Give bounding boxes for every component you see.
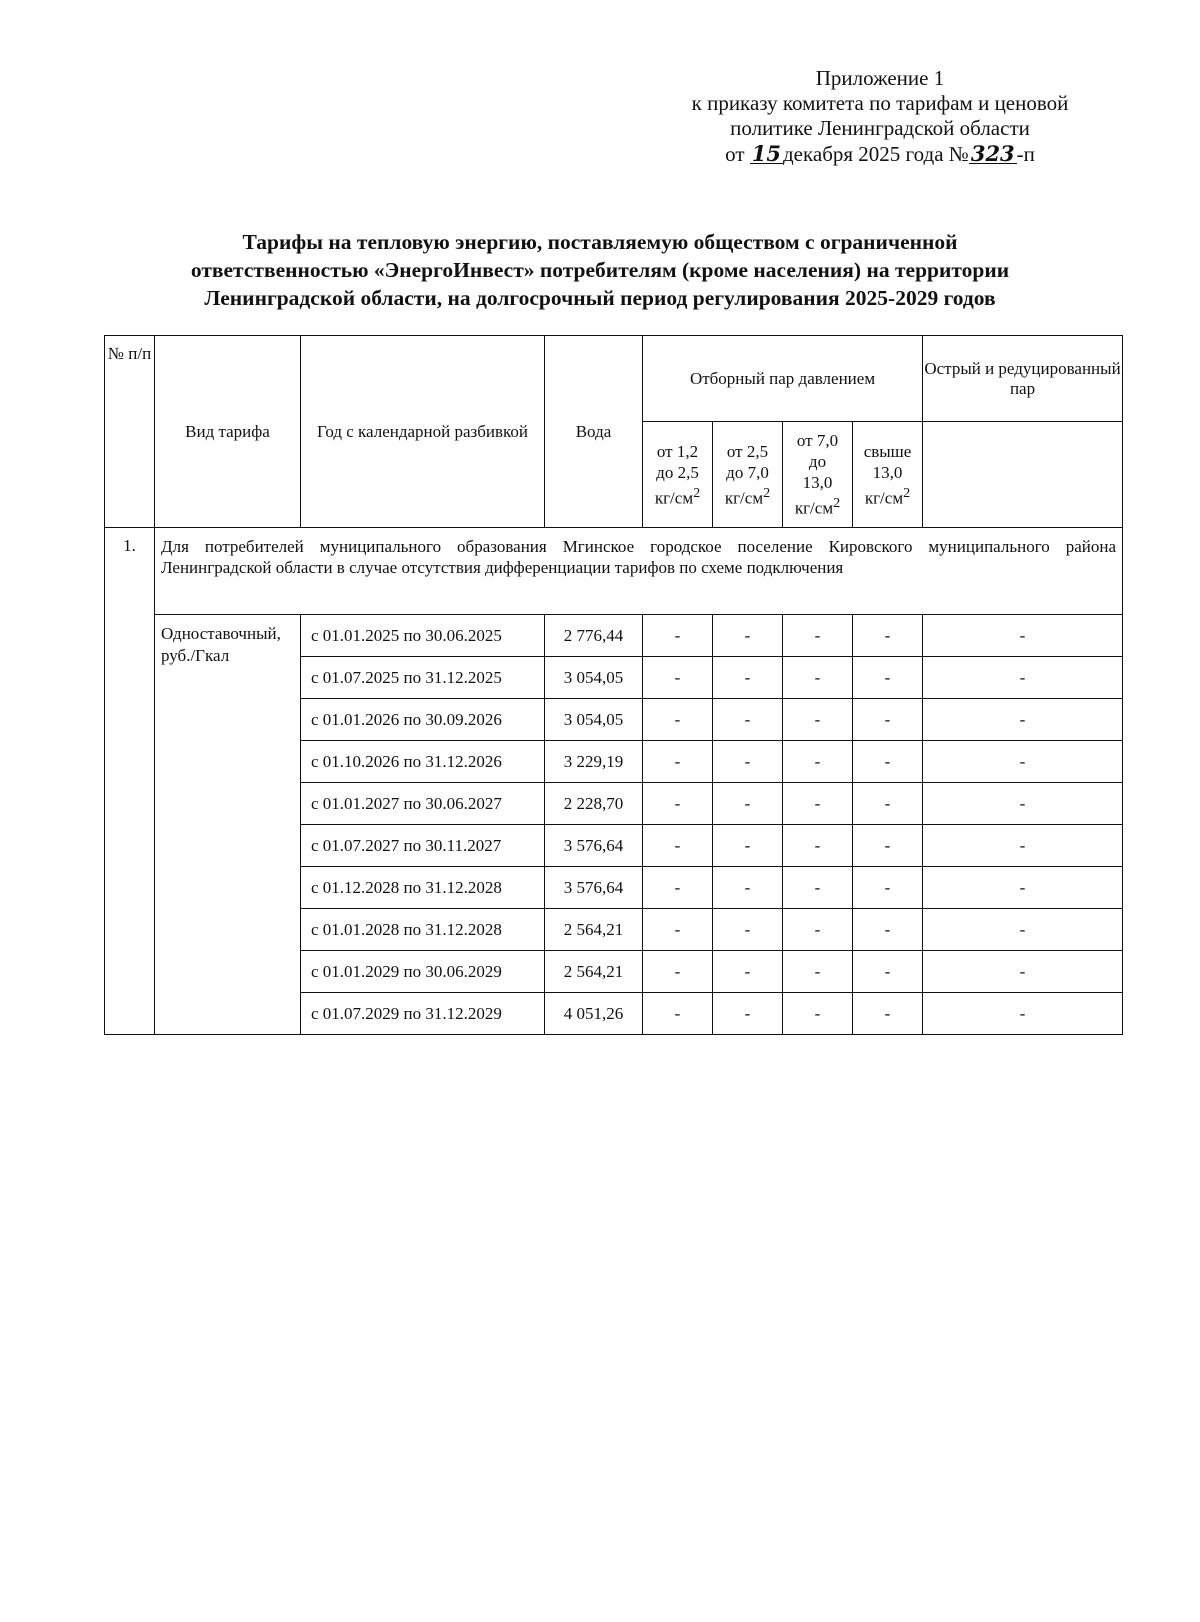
pressure-4-cell: - — [853, 825, 923, 867]
water-cell: 3 054,05 — [545, 699, 643, 741]
header-steam-group: Отборный пар давлением — [643, 336, 923, 422]
period-cell: с 01.07.2029 по 31.12.2029 — [301, 993, 545, 1035]
pressure-3-cell: - — [783, 783, 853, 825]
header-tariff-kind: Вид тарифа — [155, 336, 301, 528]
pressure-4-cell: - — [853, 909, 923, 951]
pressure-3-cell: - — [783, 909, 853, 951]
pressure-4-cell: - — [853, 657, 923, 699]
water-cell: 2 228,70 — [545, 783, 643, 825]
title-line-2: ответственностью «ЭнергоИнвест» потребителям (кроме населения) на территории — [190, 258, 1010, 282]
sharp-steam-cell: - — [923, 699, 1123, 741]
pressure-1-cell: - — [643, 951, 713, 993]
pressure-1-cell: - — [643, 699, 713, 741]
header-sharp-steam: Острый и редуцированный пар — [923, 336, 1123, 422]
period-cell: с 01.12.2028 по 31.12.2028 — [301, 867, 545, 909]
section-row — [105, 528, 1123, 615]
pressure-2-cell: - — [713, 993, 783, 1035]
sharp-steam-cell: - — [923, 657, 1123, 699]
water-cell: 3 576,64 — [545, 867, 643, 909]
section-number: 1. — [105, 528, 155, 1035]
appendix-line-2: к приказу комитета по тарифам и ценовой — [691, 91, 1069, 115]
pressure-1-cell: - — [643, 615, 713, 657]
pressure-1-cell: - — [643, 741, 713, 783]
period-cell: с 01.01.2026 по 30.09.2026 — [301, 699, 545, 741]
title-line-1: Тарифы на тепловую энергию, поставляемую обществом с ограниченной — [242, 230, 958, 254]
sharp-steam-cell: - — [923, 741, 1123, 783]
pressure-3-cell: - — [783, 699, 853, 741]
pressure-4-cell: - — [853, 993, 923, 1035]
sharp-steam-cell: - — [923, 615, 1123, 657]
header-pressure-1: от 1,2 до 2,5 $кг/см^2$ — [643, 422, 713, 528]
tariff-table — [104, 335, 1123, 1035]
handwritten-day: 15 — [751, 141, 781, 166]
date-prefix: от — [725, 142, 745, 166]
pressure-1-cell: - — [643, 909, 713, 951]
sharp-steam-cell: - — [923, 783, 1123, 825]
pressure-2-cell: - — [713, 783, 783, 825]
pressure-2-cell: - — [713, 615, 783, 657]
water-cell: 3 229,19 — [545, 741, 643, 783]
pressure-3-cell: - — [783, 741, 853, 783]
pressure-3-cell: - — [783, 951, 853, 993]
pressure-4-cell: - — [853, 741, 923, 783]
pressure-2-cell: - — [713, 699, 783, 741]
pressure-4-cell: - — [853, 615, 923, 657]
table-row — [105, 615, 1123, 657]
pressure-1-cell: - — [643, 825, 713, 867]
water-cell: 2 564,21 — [545, 909, 643, 951]
water-cell: 2 564,21 — [545, 951, 643, 993]
header-sharp-steam-empty — [923, 422, 1123, 528]
section-description: Для потребителей муниципального образования Мгинское городское поселение Кировского муниципального района Ленинградской области в случае отсутствия дифференциации тарифов по схеме подключения — [155, 528, 1123, 615]
header-pressure-3: от 7,0 до 13,0 $кг/см^2$ — [783, 422, 853, 528]
pressure-2-cell: - — [713, 657, 783, 699]
pressure-2-cell: - — [713, 909, 783, 951]
header-water: Вода — [545, 336, 643, 528]
water-cell: 4 051,26 — [545, 993, 643, 1035]
period-cell: с 01.07.2025 по 31.12.2025 — [301, 657, 545, 699]
title-line-3: Ленинградской области, на долгосрочный период регулирования 2025-2029 годов — [204, 286, 996, 310]
period-cell: с 01.01.2027 по 30.06.2027 — [301, 783, 545, 825]
period-cell: с 01.01.2029 по 30.06.2029 — [301, 951, 545, 993]
order-suffix: -п — [1016, 142, 1035, 166]
period-cell: с 01.07.2027 по 30.11.2027 — [301, 825, 545, 867]
water-cell: 2 776,44 — [545, 615, 643, 657]
pressure-3-cell: - — [783, 825, 853, 867]
water-cell: 3 576,64 — [545, 825, 643, 867]
header-number: № п/п — [105, 336, 155, 528]
sharp-steam-cell: - — [923, 951, 1123, 993]
pressure-2-cell: - — [713, 951, 783, 993]
pressure-4-cell: - — [853, 783, 923, 825]
pressure-4-cell: - — [853, 867, 923, 909]
sharp-steam-cell: - — [923, 867, 1123, 909]
pressure-4-cell: - — [853, 951, 923, 993]
sharp-steam-cell: - — [923, 909, 1123, 951]
appendix-line-1: Приложение 1 — [815, 66, 945, 90]
appendix-header — [640, 66, 1120, 167]
period-cell: с 01.10.2026 по 31.12.2026 — [301, 741, 545, 783]
pressure-1-cell: - — [643, 783, 713, 825]
pressure-3-cell: - — [783, 615, 853, 657]
pressure-2-cell: - — [713, 825, 783, 867]
period-cell: с 01.01.2028 по 31.12.2028 — [301, 909, 545, 951]
pressure-4-cell: - — [853, 699, 923, 741]
pressure-2-cell: - — [713, 867, 783, 909]
header-pressure-4: свыше 13,0 $кг/см^2$ — [853, 422, 923, 528]
sharp-steam-cell: - — [923, 825, 1123, 867]
document-title — [100, 228, 1100, 312]
handwritten-order-number: 323 — [970, 141, 1015, 166]
pressure-2-cell: - — [713, 741, 783, 783]
sharp-steam-cell: - — [923, 993, 1123, 1035]
pressure-1-cell: - — [643, 993, 713, 1035]
pressure-1-cell: - — [643, 657, 713, 699]
pressure-1-cell: - — [643, 867, 713, 909]
pressure-3-cell: - — [783, 657, 853, 699]
period-cell: с 01.01.2025 по 30.06.2025 — [301, 615, 545, 657]
water-cell: 3 054,05 — [545, 657, 643, 699]
table-header-row — [105, 336, 1123, 422]
appendix-line-3: политике Ленинградской области — [730, 116, 1030, 140]
header-pressure-2: от 2,5 до 7,0 $кг/см^2$ — [713, 422, 783, 528]
pressure-3-cell: - — [783, 867, 853, 909]
tariff-kind-cell: Одноставочный, руб./Гкал — [155, 615, 301, 1035]
header-period: Год с календарной разбивкой — [301, 336, 545, 528]
order-date-line — [640, 141, 1120, 167]
date-middle: декабря 2025 года № — [782, 142, 969, 166]
pressure-3-cell: - — [783, 993, 853, 1035]
